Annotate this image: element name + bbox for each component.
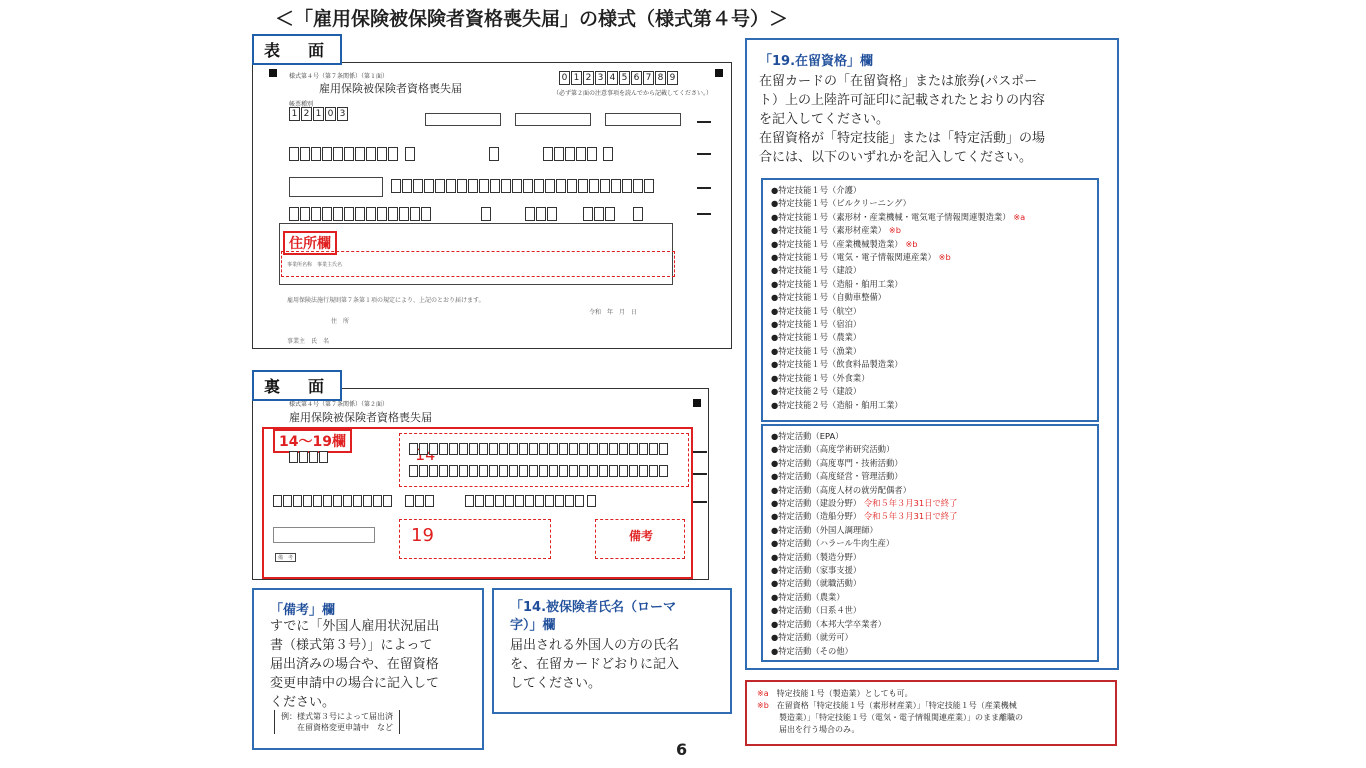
list-item-text: ●特定技能２号（建設） bbox=[771, 386, 862, 397]
list-item bbox=[771, 470, 1089, 483]
text-line: してください。 bbox=[510, 676, 602, 691]
note-a-text: 特定技能１号（製造業）としても可。 bbox=[776, 689, 913, 698]
list-item bbox=[771, 197, 1089, 210]
serial-digit: 8 bbox=[655, 71, 666, 85]
field-14-highlight bbox=[399, 433, 689, 487]
residence-status-heading: 「19.在留資格」欄 bbox=[759, 54, 874, 69]
specified-skills-list bbox=[761, 178, 1099, 422]
label-remarks: 備考 bbox=[629, 529, 654, 543]
corner-mark bbox=[269, 69, 277, 77]
list-item-text: ●特定技能１号（造船・舶用工業） bbox=[771, 278, 903, 289]
text-line: を、在留カードどおりに記入 bbox=[510, 657, 680, 672]
separator-mark bbox=[697, 213, 711, 215]
list-item-note: 令和５年３月31日で終了 bbox=[861, 511, 958, 522]
list-item-text: ●特定技能１号（素形材・産業機械・電気電子情報関連製造業） bbox=[771, 211, 1011, 222]
front-tag: 表 面 bbox=[252, 34, 342, 65]
list-item-text: ●特定技能１号（ビルクリーニング） bbox=[771, 198, 911, 209]
list-item bbox=[771, 537, 1089, 550]
separator-mark bbox=[697, 187, 711, 189]
separator-mark bbox=[693, 501, 707, 503]
list-item-text: ●特定技能１号（素形材産業） bbox=[771, 225, 887, 236]
list-item bbox=[771, 430, 1089, 443]
remarks-box bbox=[252, 588, 484, 750]
back-form-preview bbox=[252, 388, 709, 580]
heading-line: 字）」欄 bbox=[510, 618, 556, 633]
form-header: 様式第４号（第７条関係）（第１面） bbox=[289, 73, 389, 80]
form-type-label: 帳票種別 bbox=[289, 101, 314, 108]
note-b-text: 届出を行う場合のみ。 bbox=[779, 725, 860, 734]
list-item-text: ●特定技能１号（電気・電子情報関連産業） bbox=[771, 252, 936, 263]
code-digit: 3 bbox=[337, 107, 348, 121]
list-item-text: ●特定活動（高度経営・管理活動） bbox=[771, 471, 903, 482]
serial-digit: 0 bbox=[559, 71, 570, 85]
serial-digit: 4 bbox=[607, 71, 618, 85]
form-date: 令和 年 月 日 bbox=[589, 309, 638, 316]
text-line: すでに「外国人雇用状況届出 bbox=[270, 619, 440, 634]
list-item bbox=[771, 305, 1089, 318]
form-address-line: 住 所 bbox=[331, 318, 350, 325]
text-line: 書（様式第３号）」によって bbox=[270, 638, 433, 653]
list-item-text: ●特定活動（製造分野） bbox=[771, 551, 862, 562]
list-item-note: 令和５年３月31日で終了 bbox=[861, 498, 958, 509]
list-item bbox=[771, 564, 1089, 577]
list-item bbox=[771, 211, 1089, 224]
note-a-mark: ※a bbox=[757, 689, 769, 698]
serial-digit: 7 bbox=[643, 71, 654, 85]
list-item bbox=[771, 399, 1089, 412]
text-line: 在留カードの「在留資格」または旅券(パスポー bbox=[759, 74, 1038, 89]
list-item bbox=[771, 484, 1089, 497]
permission-cells bbox=[587, 495, 596, 507]
list-item-text: ●特定技能１号（自動車整備） bbox=[771, 292, 887, 303]
list-item-text: ●特定活動（その他） bbox=[771, 645, 853, 656]
list-item-text: ●特定活動（建設分野） bbox=[771, 498, 862, 509]
note-b-mark: ※b bbox=[757, 701, 769, 710]
list-item bbox=[771, 224, 1089, 237]
serial-digit: 5 bbox=[619, 71, 630, 85]
page-title: ＜「雇用保険被保険者資格喪失届」の様式（様式第４号）＞ bbox=[275, 8, 789, 30]
list-item bbox=[771, 372, 1089, 385]
list-item bbox=[771, 238, 1089, 251]
small-cells bbox=[289, 451, 328, 463]
serial-digit: 2 bbox=[583, 71, 594, 85]
list-item-text: ●特定活動（高度専門・技術活動） bbox=[771, 457, 903, 468]
serial-digit: 3 bbox=[595, 71, 606, 85]
list-item-text: ●特定活動（ハラール牛肉生産） bbox=[771, 538, 895, 549]
heading-line: 「14.被保険者氏名（ローマ bbox=[510, 600, 677, 615]
list-item-text: ●特定技能２号（造船・舶用工業） bbox=[771, 399, 903, 410]
list-item bbox=[771, 551, 1089, 564]
residence-status-box bbox=[745, 38, 1119, 670]
date-cells bbox=[289, 147, 398, 161]
field-box bbox=[425, 113, 501, 126]
list-item bbox=[771, 184, 1089, 197]
list-item-note: ※b bbox=[886, 225, 901, 236]
list-item-text: ●特定技能１号（産業機械製造業） bbox=[771, 238, 903, 249]
name-box bbox=[289, 177, 383, 197]
region-box bbox=[273, 527, 375, 543]
list-item bbox=[771, 345, 1089, 358]
list-item-text: ●特定技能１号（建設） bbox=[771, 265, 862, 276]
list-item bbox=[771, 443, 1089, 456]
list-item bbox=[771, 251, 1089, 264]
label-19: 19 bbox=[411, 525, 434, 546]
hours-cells bbox=[603, 147, 613, 161]
code-digit: 0 bbox=[325, 107, 336, 121]
list-item-text: ●特定活動（家事支援） bbox=[771, 565, 862, 576]
text-line: 合には、以下のいずれかを記入してください。 bbox=[759, 150, 1033, 165]
romaji-name-box bbox=[492, 588, 732, 714]
card-number-cells bbox=[273, 495, 392, 507]
wage-cells bbox=[543, 147, 597, 161]
list-item bbox=[771, 385, 1089, 398]
page-number: 6 bbox=[676, 740, 688, 759]
list-item bbox=[771, 510, 1089, 523]
list-item-text: ●特定活動（日系４世） bbox=[771, 605, 862, 616]
nationality-cells bbox=[405, 495, 434, 507]
list-item-note: ※b bbox=[902, 238, 918, 249]
code-cells bbox=[525, 207, 557, 221]
list-item bbox=[771, 331, 1089, 344]
remarks-heading: 「備考」欄 bbox=[270, 603, 336, 618]
separator-mark bbox=[693, 473, 707, 475]
note-b-text: 製造業）」「特定技能１号（電気・電子情報関連産業）」のまま離職の bbox=[779, 713, 1023, 722]
remarks-text bbox=[270, 617, 439, 712]
text-line: 届出される外国人の方の氏名 bbox=[510, 638, 680, 653]
romaji-cells-row1 bbox=[409, 443, 668, 455]
note-b-text: 在留資格「特定技能１号（素形材産業）」「特定技能１号（産業機械 bbox=[776, 701, 1017, 710]
serial-digit: 1 bbox=[571, 71, 582, 85]
list-item bbox=[771, 631, 1089, 644]
list-item bbox=[771, 291, 1089, 304]
code-cells bbox=[583, 207, 615, 221]
list-item bbox=[771, 591, 1089, 604]
code-digit: 2 bbox=[301, 107, 312, 121]
small-tag: 備 考 bbox=[275, 553, 296, 562]
list-item bbox=[771, 264, 1089, 277]
example-line: 例：様式第３号によって届出済 bbox=[281, 712, 393, 721]
list-item-text: ●特定技能１号（農業） bbox=[771, 332, 862, 343]
list-item-text: ●特定活動（EPA） bbox=[771, 431, 844, 441]
separator-mark bbox=[697, 153, 711, 155]
form-type-code bbox=[289, 107, 348, 121]
back-tag: 裏 面 bbox=[252, 370, 342, 401]
romaji-cells-row2 bbox=[409, 465, 668, 477]
remarks-example bbox=[274, 710, 400, 734]
text-line: 届出済みの場合や、在留資格 bbox=[270, 657, 439, 672]
separator-mark bbox=[697, 121, 711, 123]
form-header: 様式第４号（第７条関係）（第２面） bbox=[289, 401, 389, 408]
list-item-text: ●特定活動（就職活動） bbox=[771, 578, 862, 589]
romaji-name-heading bbox=[510, 599, 676, 635]
text-line: を記入してください。 bbox=[759, 112, 890, 127]
serial-number bbox=[559, 71, 678, 85]
example-line: 在留資格変更申請中 など bbox=[281, 723, 393, 732]
list-item-text: ●特定技能１号（飲食料品製造業） bbox=[771, 359, 903, 370]
separator-mark bbox=[693, 451, 707, 453]
romaji-name-text bbox=[510, 636, 679, 693]
corner-mark bbox=[715, 69, 723, 77]
footnote-box bbox=[745, 680, 1117, 746]
kana-cells bbox=[391, 179, 654, 193]
serial-note: （必ず第２面の注意事項を読んでから記載してください。） bbox=[553, 90, 713, 97]
code-cells bbox=[481, 207, 491, 221]
list-item-text: ●特定技能１号（外食業） bbox=[771, 372, 870, 383]
code-digit: 1 bbox=[313, 107, 324, 121]
number-cells bbox=[289, 207, 431, 221]
corner-mark bbox=[693, 399, 701, 407]
list-item-text: ●特定活動（外国人調理師） bbox=[771, 524, 878, 535]
serial-digit: 6 bbox=[631, 71, 642, 85]
list-item bbox=[771, 618, 1089, 631]
address-row-text: 事業所名称 事業主氏名 bbox=[287, 262, 343, 268]
code-digit: 1 bbox=[289, 107, 300, 121]
list-item-text: ●特定活動（農業） bbox=[771, 591, 845, 602]
list-item bbox=[771, 577, 1089, 590]
form-footer-text: 雇用保険法施行規則第７条第１項の規定により、上記のとおり届けます。 bbox=[287, 297, 485, 304]
list-item-text: ●特定活動（本邦大学卒業者） bbox=[771, 618, 887, 629]
list-item-text: ●特定活動（高度人材の就労配偶者） bbox=[771, 484, 911, 495]
list-item-text: ●特定技能１号（宿泊） bbox=[771, 319, 862, 330]
address-label: 住所欄 bbox=[283, 231, 337, 255]
field-box bbox=[515, 113, 591, 126]
text-line: ください。 bbox=[270, 695, 336, 710]
list-item bbox=[771, 524, 1089, 537]
form-title: 雇用保険被保険者資格喪失届 bbox=[289, 411, 432, 424]
list-item bbox=[771, 278, 1089, 291]
period-cells bbox=[465, 495, 584, 507]
list-item bbox=[771, 318, 1089, 331]
days-cells bbox=[489, 147, 499, 161]
list-item-note: ※a bbox=[1010, 211, 1026, 222]
field-box bbox=[605, 113, 681, 126]
list-item bbox=[771, 457, 1089, 470]
list-item-text: ●特定活動（造船分野） bbox=[771, 511, 862, 522]
list-item-text: ●特定活動（高度学術研究活動） bbox=[771, 444, 895, 455]
text-line: 変更申請中の場合に記入して bbox=[270, 676, 440, 691]
list-item bbox=[771, 645, 1089, 658]
list-item bbox=[771, 358, 1089, 371]
designated-activities-list bbox=[761, 424, 1099, 662]
form-owner-line: 事業主 氏 名 bbox=[287, 338, 330, 345]
front-form-preview bbox=[252, 62, 732, 349]
reason-cells bbox=[405, 147, 415, 161]
list-item-note: ※b bbox=[935, 252, 951, 263]
form-title: 雇用保険被保険者資格喪失届 bbox=[319, 82, 462, 95]
list-item bbox=[771, 604, 1089, 617]
list-item bbox=[771, 497, 1089, 510]
text-line: 在留資格が「特定技能」または「特定活動」の場 bbox=[759, 131, 1046, 146]
list-item-text: ●特定技能１号（航空） bbox=[771, 305, 862, 316]
label-14-19: 14～19欄 bbox=[273, 429, 352, 453]
residence-status-text bbox=[759, 72, 1045, 167]
list-item-text: ●特定技能１号（介護） bbox=[771, 185, 862, 195]
list-item-text: ●特定活動（就労可） bbox=[771, 632, 853, 643]
text-line: ト）上の上陸許可証印に記載されたとおりの内容 bbox=[759, 93, 1046, 108]
code-cells bbox=[633, 207, 643, 221]
list-item-text: ●特定技能１号（漁業） bbox=[771, 345, 862, 356]
serial-digit: 9 bbox=[667, 71, 678, 85]
